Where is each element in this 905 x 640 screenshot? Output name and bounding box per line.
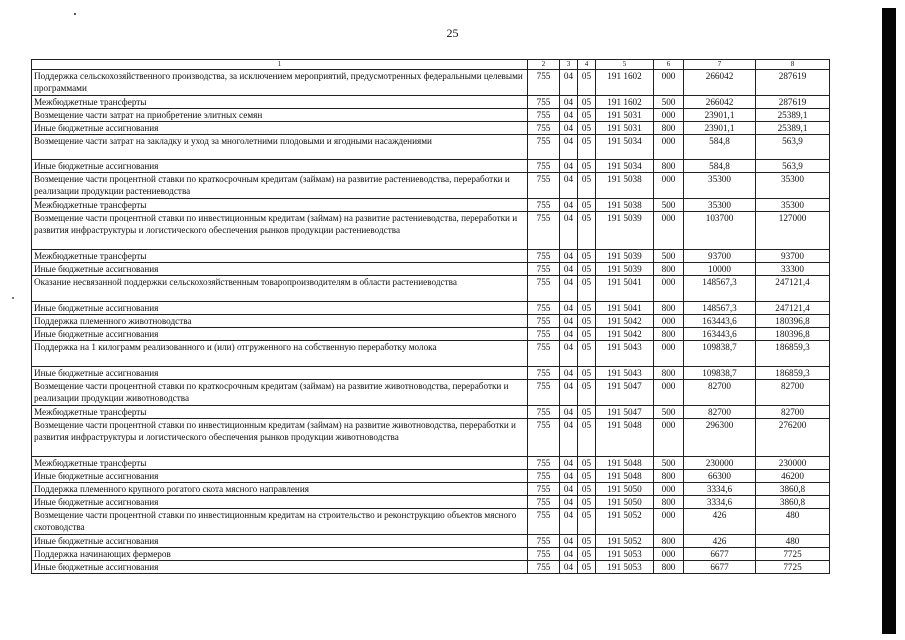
row-subsection-cell: 05 <box>578 173 596 199</box>
row-target-article-cell: 191 5031 <box>596 122 654 135</box>
row-subsection-cell: 05 <box>578 535 596 548</box>
row-subsection-cell: 05 <box>578 341 596 367</box>
row-name-cell: Иные бюджетные ассигнования <box>32 302 528 315</box>
row-target-article-cell: 191 5050 <box>596 496 654 509</box>
row-amount-year1-cell: 6677 <box>684 561 756 574</box>
row-subsection-cell: 05 <box>578 96 596 109</box>
row-ministry-code-cell: 755 <box>528 160 560 173</box>
row-amount-year2-cell: 3860,8 <box>756 483 830 496</box>
row-expense-type-cell: 000 <box>654 212 684 250</box>
row-section-cell: 04 <box>560 470 578 483</box>
row-amount-year2-cell: 287619 <box>756 96 830 109</box>
row-subsection-cell: 05 <box>578 276 596 302</box>
row-amount-year1-cell: 6677 <box>684 548 756 561</box>
row-section-cell: 04 <box>560 109 578 122</box>
table-row <box>32 496 830 509</box>
row-amount-year2-cell: 247121,4 <box>756 302 830 315</box>
row-expense-type-cell: 800 <box>654 367 684 380</box>
row-amount-year2-cell: 127000 <box>756 212 830 250</box>
header-cell: 1 <box>32 60 528 70</box>
row-subsection-cell: 05 <box>578 212 596 250</box>
row-name-cell: Возмещение части процентной ставки по краткосрочным кредитам (займам) на развитие животноводства, переработки и реализации продукции животноводства <box>32 380 528 406</box>
row-name-cell: Иные бюджетные ассигнования <box>32 535 528 548</box>
row-amount-year1-cell: 35300 <box>684 199 756 212</box>
row-subsection-cell: 05 <box>578 315 596 328</box>
row-ministry-code-cell: 755 <box>528 548 560 561</box>
table-row <box>32 341 830 367</box>
row-amount-year1-cell: 148567,3 <box>684 302 756 315</box>
row-name-cell: Иные бюджетные ассигнования <box>32 496 528 509</box>
table-row <box>32 263 830 276</box>
row-ministry-code-cell: 755 <box>528 173 560 199</box>
row-ministry-code-cell: 755 <box>528 109 560 122</box>
row-section-cell: 04 <box>560 212 578 250</box>
table-row <box>32 380 830 406</box>
row-target-article-cell: 191 5039 <box>596 263 654 276</box>
row-name-cell: Поддержка начинающих фермеров <box>32 548 528 561</box>
scan-speck <box>74 13 76 15</box>
row-target-article-cell: 191 5050 <box>596 483 654 496</box>
row-amount-year1-cell: 584,8 <box>684 135 756 160</box>
table-row <box>32 302 830 315</box>
row-ministry-code-cell: 755 <box>528 315 560 328</box>
row-amount-year1-cell: 230000 <box>684 457 756 470</box>
row-subsection-cell: 05 <box>578 199 596 212</box>
row-expense-type-cell: 800 <box>654 122 684 135</box>
row-amount-year1-cell: 82700 <box>684 406 756 419</box>
row-amount-year2-cell: 186859,3 <box>756 341 830 367</box>
row-amount-year1-cell: 103700 <box>684 212 756 250</box>
row-target-article-cell: 191 5042 <box>596 328 654 341</box>
row-subsection-cell: 05 <box>578 328 596 341</box>
row-name-cell: Возмещение части затрат на закладку и уход за многолетними плодовыми и ягодными насаждениями <box>32 135 528 160</box>
row-subsection-cell: 05 <box>578 419 596 457</box>
row-target-article-cell: 191 5053 <box>596 561 654 574</box>
row-target-article-cell: 191 5043 <box>596 341 654 367</box>
scan-speck <box>12 297 14 299</box>
row-subsection-cell: 05 <box>578 250 596 263</box>
row-expense-type-cell: 800 <box>654 470 684 483</box>
scan-edge-bar <box>882 8 896 634</box>
row-amount-year2-cell: 93700 <box>756 250 830 263</box>
row-section-cell: 04 <box>560 276 578 302</box>
row-amount-year2-cell: 7725 <box>756 561 830 574</box>
row-subsection-cell: 05 <box>578 457 596 470</box>
row-amount-year1-cell: 10000 <box>684 263 756 276</box>
row-subsection-cell: 05 <box>578 496 596 509</box>
row-ministry-code-cell: 755 <box>528 367 560 380</box>
row-ministry-code-cell: 755 <box>528 302 560 315</box>
row-name-cell: Межбюджетные трансферты <box>32 199 528 212</box>
row-target-article-cell: 191 5047 <box>596 406 654 419</box>
table-row <box>32 483 830 496</box>
row-name-cell: Иные бюджетные ассигнования <box>32 263 528 276</box>
row-section-cell: 04 <box>560 160 578 173</box>
row-name-cell: Иные бюджетные ассигнования <box>32 367 528 380</box>
row-target-article-cell: 191 5039 <box>596 212 654 250</box>
row-amount-year2-cell: 287619 <box>756 70 830 96</box>
header-cell: 6 <box>654 60 684 70</box>
row-amount-year2-cell: 480 <box>756 509 830 535</box>
row-amount-year1-cell: 163443,6 <box>684 328 756 341</box>
row-ministry-code-cell: 755 <box>528 470 560 483</box>
row-name-cell: Поддержка племенного животноводства <box>32 315 528 328</box>
row-ministry-code-cell: 755 <box>528 406 560 419</box>
table-row <box>32 561 830 574</box>
row-target-article-cell: 191 5039 <box>596 250 654 263</box>
row-ministry-code-cell: 755 <box>528 122 560 135</box>
row-section-cell: 04 <box>560 367 578 380</box>
row-amount-year2-cell: 82700 <box>756 380 830 406</box>
table-row <box>32 548 830 561</box>
row-name-cell: Иные бюджетные ассигнования <box>32 561 528 574</box>
row-expense-type-cell: 800 <box>654 263 684 276</box>
row-target-article-cell: 191 1602 <box>596 70 654 96</box>
row-subsection-cell: 05 <box>578 483 596 496</box>
row-ministry-code-cell: 755 <box>528 199 560 212</box>
row-amount-year1-cell: 23901,1 <box>684 109 756 122</box>
row-ministry-code-cell: 755 <box>528 483 560 496</box>
row-section-cell: 04 <box>560 315 578 328</box>
table-row <box>32 315 830 328</box>
table-row <box>32 70 830 96</box>
table-row <box>32 135 830 160</box>
row-section-cell: 04 <box>560 70 578 96</box>
row-section-cell: 04 <box>560 561 578 574</box>
row-amount-year2-cell: 35300 <box>756 173 830 199</box>
row-expense-type-cell: 000 <box>654 276 684 302</box>
row-expense-type-cell: 000 <box>654 70 684 96</box>
row-amount-year2-cell: 3860,8 <box>756 496 830 509</box>
row-target-article-cell: 191 1602 <box>596 96 654 109</box>
row-name-cell: Возмещение части процентной ставки по инвестиционным кредитам на строительство и реконструкцию объектов мясного скотоводства <box>32 509 528 535</box>
row-ministry-code-cell: 755 <box>528 135 560 160</box>
row-target-article-cell: 191 5048 <box>596 470 654 483</box>
row-amount-year1-cell: 266042 <box>684 96 756 109</box>
row-name-cell: Иные бюджетные ассигнования <box>32 328 528 341</box>
row-amount-year1-cell: 35300 <box>684 173 756 199</box>
row-name-cell: Возмещение части процентной ставки по инвестиционным кредитам (займам) на развитие растениеводства, переработки и развития инфраструктуры и логистического обеспечения рынков продукции растениеводства <box>32 212 528 250</box>
row-target-article-cell: 191 5043 <box>596 367 654 380</box>
row-subsection-cell: 05 <box>578 509 596 535</box>
row-expense-type-cell: 000 <box>654 173 684 199</box>
row-target-article-cell: 191 5034 <box>596 135 654 160</box>
row-ministry-code-cell: 755 <box>528 212 560 250</box>
row-amount-year2-cell: 46200 <box>756 470 830 483</box>
row-subsection-cell: 05 <box>578 122 596 135</box>
row-ministry-code-cell: 755 <box>528 263 560 276</box>
row-name-cell: Иные бюджетные ассигнования <box>32 160 528 173</box>
row-ministry-code-cell: 755 <box>528 276 560 302</box>
row-amount-year1-cell: 163443,6 <box>684 315 756 328</box>
row-section-cell: 04 <box>560 122 578 135</box>
row-ministry-code-cell: 755 <box>528 70 560 96</box>
row-name-cell: Межбюджетные трансферты <box>32 457 528 470</box>
row-target-article-cell: 191 5038 <box>596 199 654 212</box>
row-expense-type-cell: 500 <box>654 406 684 419</box>
row-expense-type-cell: 000 <box>654 135 684 160</box>
row-name-cell: Поддержка племенного крупного рогатого скота мясного направления <box>32 483 528 496</box>
row-amount-year1-cell: 82700 <box>684 380 756 406</box>
row-amount-year1-cell: 109838,7 <box>684 367 756 380</box>
row-ministry-code-cell: 755 <box>528 457 560 470</box>
row-subsection-cell: 05 <box>578 263 596 276</box>
row-amount-year2-cell: 563,9 <box>756 135 830 160</box>
table-row <box>32 328 830 341</box>
row-subsection-cell: 05 <box>578 380 596 406</box>
table-row <box>32 109 830 122</box>
row-section-cell: 04 <box>560 496 578 509</box>
row-subsection-cell: 05 <box>578 160 596 173</box>
row-expense-type-cell: 000 <box>654 109 684 122</box>
row-expense-type-cell: 800 <box>654 160 684 173</box>
budget-table <box>31 59 830 574</box>
table-row <box>32 367 830 380</box>
table-row <box>32 122 830 135</box>
table-row <box>32 160 830 173</box>
row-amount-year1-cell: 426 <box>684 535 756 548</box>
header-cell: 3 <box>560 60 578 70</box>
row-ministry-code-cell: 755 <box>528 509 560 535</box>
row-amount-year1-cell: 66300 <box>684 470 756 483</box>
page-number: 25 <box>446 26 459 40</box>
row-target-article-cell: 191 5031 <box>596 109 654 122</box>
row-amount-year1-cell: 3334,6 <box>684 483 756 496</box>
row-target-article-cell: 191 5047 <box>596 380 654 406</box>
row-section-cell: 04 <box>560 548 578 561</box>
row-target-article-cell: 191 5048 <box>596 419 654 457</box>
table-row <box>32 173 830 199</box>
row-expense-type-cell: 500 <box>654 457 684 470</box>
row-section-cell: 04 <box>560 173 578 199</box>
row-amount-year2-cell: 25389,1 <box>756 122 830 135</box>
row-amount-year2-cell: 7725 <box>756 548 830 561</box>
row-subsection-cell: 05 <box>578 470 596 483</box>
table-row <box>32 419 830 457</box>
table-row <box>32 535 830 548</box>
table-row <box>32 199 830 212</box>
table-row <box>32 470 830 483</box>
row-ministry-code-cell: 755 <box>528 328 560 341</box>
row-section-cell: 04 <box>560 302 578 315</box>
row-section-cell: 04 <box>560 535 578 548</box>
row-amount-year1-cell: 296300 <box>684 419 756 457</box>
row-expense-type-cell: 800 <box>654 496 684 509</box>
row-subsection-cell: 05 <box>578 109 596 122</box>
table-row <box>32 96 830 109</box>
row-name-cell: Возмещение части затрат на приобретение элитных семян <box>32 109 528 122</box>
row-target-article-cell: 191 5034 <box>596 160 654 173</box>
row-expense-type-cell: 800 <box>654 302 684 315</box>
row-target-article-cell: 191 5053 <box>596 548 654 561</box>
row-expense-type-cell: 500 <box>654 250 684 263</box>
row-ministry-code-cell: 755 <box>528 496 560 509</box>
row-amount-year2-cell: 180396,8 <box>756 315 830 328</box>
row-section-cell: 04 <box>560 96 578 109</box>
row-name-cell: Иные бюджетные ассигнования <box>32 470 528 483</box>
header-cell: 2 <box>528 60 560 70</box>
row-subsection-cell: 05 <box>578 135 596 160</box>
row-amount-year2-cell: 276200 <box>756 419 830 457</box>
row-ministry-code-cell: 755 <box>528 341 560 367</box>
table-header-row <box>32 60 830 70</box>
row-ministry-code-cell: 755 <box>528 250 560 263</box>
row-section-cell: 04 <box>560 135 578 160</box>
row-target-article-cell: 191 5052 <box>596 509 654 535</box>
row-amount-year2-cell: 480 <box>756 535 830 548</box>
row-expense-type-cell: 000 <box>654 548 684 561</box>
row-section-cell: 04 <box>560 250 578 263</box>
row-target-article-cell: 191 5048 <box>596 457 654 470</box>
row-expense-type-cell: 500 <box>654 199 684 212</box>
row-name-cell: Межбюджетные трансферты <box>32 96 528 109</box>
row-section-cell: 04 <box>560 509 578 535</box>
row-amount-year2-cell: 33300 <box>756 263 830 276</box>
row-expense-type-cell: 000 <box>654 315 684 328</box>
row-expense-type-cell: 800 <box>654 328 684 341</box>
row-target-article-cell: 191 5041 <box>596 302 654 315</box>
header-cell: 4 <box>578 60 596 70</box>
row-section-cell: 04 <box>560 406 578 419</box>
header-cell: 8 <box>756 60 830 70</box>
row-expense-type-cell: 000 <box>654 419 684 457</box>
row-name-cell: Межбюджетные трансферты <box>32 406 528 419</box>
row-expense-type-cell: 000 <box>654 341 684 367</box>
row-expense-type-cell: 000 <box>654 509 684 535</box>
table-row <box>32 276 830 302</box>
row-amount-year1-cell: 426 <box>684 509 756 535</box>
row-amount-year2-cell: 180396,8 <box>756 328 830 341</box>
row-ministry-code-cell: 755 <box>528 380 560 406</box>
table-row <box>32 509 830 535</box>
row-target-article-cell: 191 5038 <box>596 173 654 199</box>
row-amount-year2-cell: 186859,3 <box>756 367 830 380</box>
table-row <box>32 406 830 419</box>
table-row <box>32 212 830 250</box>
row-subsection-cell: 05 <box>578 70 596 96</box>
row-section-cell: 04 <box>560 341 578 367</box>
row-ministry-code-cell: 755 <box>528 561 560 574</box>
row-target-article-cell: 191 5052 <box>596 535 654 548</box>
row-name-cell: Возмещение части процентной ставки по краткосрочным кредитам (займам) на развитие растениеводства, переработки и реализации продукции растениеводства <box>32 173 528 199</box>
row-amount-year2-cell: 82700 <box>756 406 830 419</box>
table-body <box>32 60 830 574</box>
row-amount-year1-cell: 266042 <box>684 70 756 96</box>
row-expense-type-cell: 800 <box>654 561 684 574</box>
row-amount-year2-cell: 247121,4 <box>756 276 830 302</box>
row-expense-type-cell: 800 <box>654 535 684 548</box>
row-name-cell: Поддержка на 1 килограмм реализованного и (или) отгруженного на собственную переработку молока <box>32 341 528 367</box>
row-amount-year1-cell: 93700 <box>684 250 756 263</box>
row-section-cell: 04 <box>560 457 578 470</box>
header-cell: 5 <box>596 60 654 70</box>
row-ministry-code-cell: 755 <box>528 419 560 457</box>
row-expense-type-cell: 500 <box>654 96 684 109</box>
row-subsection-cell: 05 <box>578 302 596 315</box>
row-amount-year2-cell: 25389,1 <box>756 109 830 122</box>
row-target-article-cell: 191 5041 <box>596 276 654 302</box>
row-name-cell: Иные бюджетные ассигнования <box>32 122 528 135</box>
row-amount-year1-cell: 148567,3 <box>684 276 756 302</box>
row-name-cell: Возмещение части процентной ставки по инвестиционным кредитам (займам) на развитие животноводства, переработки и развития инфраструктуры и логистического обеспечения рынков продукции животноводства <box>32 419 528 457</box>
row-ministry-code-cell: 755 <box>528 96 560 109</box>
row-subsection-cell: 05 <box>578 548 596 561</box>
row-amount-year1-cell: 23901,1 <box>684 122 756 135</box>
row-section-cell: 04 <box>560 419 578 457</box>
row-amount-year1-cell: 109838,7 <box>684 341 756 367</box>
row-subsection-cell: 05 <box>578 406 596 419</box>
row-section-cell: 04 <box>560 263 578 276</box>
row-ministry-code-cell: 755 <box>528 535 560 548</box>
row-section-cell: 04 <box>560 199 578 212</box>
row-subsection-cell: 05 <box>578 561 596 574</box>
row-expense-type-cell: 000 <box>654 483 684 496</box>
header-cell: 7 <box>684 60 756 70</box>
row-expense-type-cell: 000 <box>654 380 684 406</box>
row-name-cell: Поддержка сельскохозяйственного производства, за исключением мероприятий, предусмотренных федеральными целевыми программами <box>32 70 528 96</box>
row-name-cell: Межбюджетные трансферты <box>32 250 528 263</box>
row-section-cell: 04 <box>560 328 578 341</box>
row-section-cell: 04 <box>560 483 578 496</box>
row-name-cell: Оказание несвязанной поддержки сельскохозяйственным товаропроизводителям в области растениеводства <box>32 276 528 302</box>
row-subsection-cell: 05 <box>578 367 596 380</box>
row-section-cell: 04 <box>560 380 578 406</box>
row-amount-year1-cell: 584,8 <box>684 160 756 173</box>
row-amount-year2-cell: 563,9 <box>756 160 830 173</box>
table-row <box>32 457 830 470</box>
table-row <box>32 250 830 263</box>
row-target-article-cell: 191 5042 <box>596 315 654 328</box>
row-amount-year2-cell: 230000 <box>756 457 830 470</box>
row-amount-year2-cell: 35300 <box>756 199 830 212</box>
row-amount-year1-cell: 3334,6 <box>684 496 756 509</box>
